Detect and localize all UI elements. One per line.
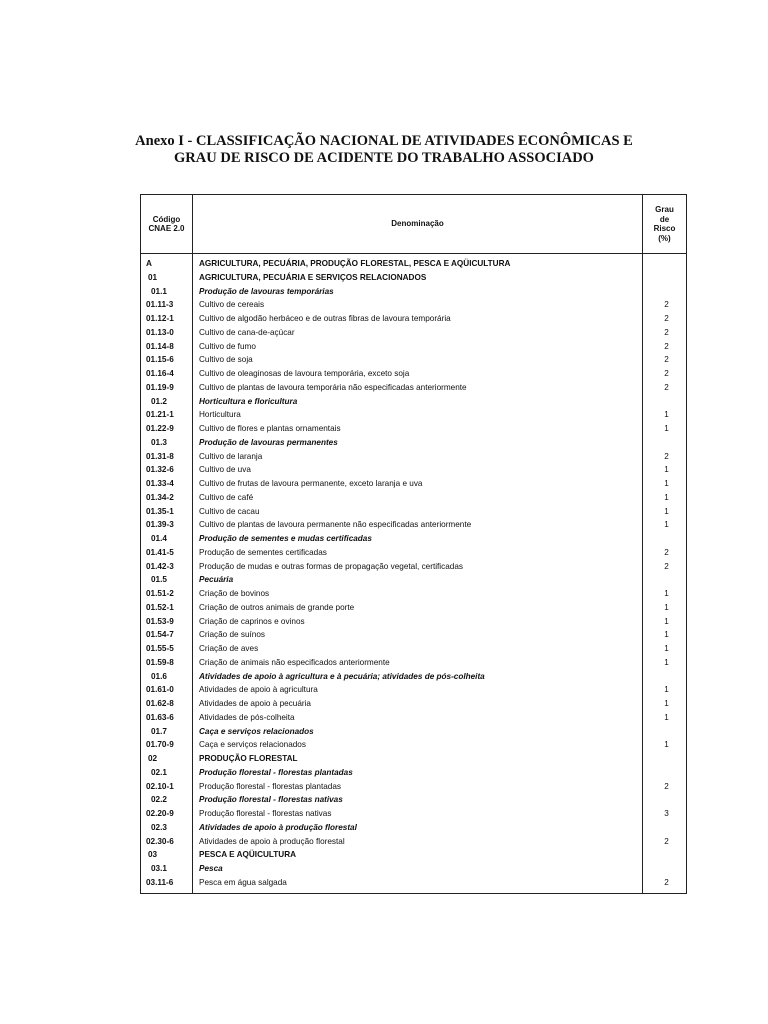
table-row	[141, 807, 687, 821]
cell-denomination: Caça e serviços relacionados	[193, 725, 643, 739]
cell-denomination: Cultivo de fumo	[193, 340, 643, 354]
cell-risk-grade	[643, 752, 687, 766]
cell-risk-grade: 3	[643, 807, 687, 821]
cell-code: 01.55-5	[141, 642, 193, 656]
cell-code: 01.3	[141, 436, 193, 450]
cell-code: 01.4	[141, 532, 193, 546]
cell-denomination: AGRICULTURA, PECUÁRIA E SERVIÇOS RELACIONADOS	[193, 271, 643, 285]
table-row	[141, 752, 687, 766]
cell-code: 01.42-3	[141, 560, 193, 574]
cell-denomination: Cultivo de laranja	[193, 450, 643, 464]
cell-risk-grade: 1	[643, 683, 687, 697]
cell-code: 01.51-2	[141, 587, 193, 601]
cell-code: 02.3	[141, 821, 193, 835]
table-row	[141, 642, 687, 656]
table-row	[141, 725, 687, 739]
cell-risk-grade	[643, 670, 687, 684]
cell-denomination: Cultivo de café	[193, 491, 643, 505]
header-code	[141, 195, 193, 254]
cell-code: 02.20-9	[141, 807, 193, 821]
cell-denomination: Cultivo de cereais	[193, 298, 643, 312]
cell-code: 01.12-1	[141, 312, 193, 326]
cell-risk-grade: 1	[643, 477, 687, 491]
cell-code: 01.13-0	[141, 326, 193, 340]
cell-risk-grade: 1	[643, 601, 687, 615]
cell-code: 02.30-6	[141, 835, 193, 849]
cell-denomination: Atividades de pós-colheita	[193, 711, 643, 725]
cell-risk-grade: 2	[643, 835, 687, 849]
cell-denomination: Produção de lavouras permanentes	[193, 436, 643, 450]
cell-risk-grade	[643, 573, 687, 587]
cell-denomination: Criação de suínos	[193, 628, 643, 642]
cell-code: 01.63-6	[141, 711, 193, 725]
header-grau-line-3: Risco	[653, 224, 676, 233]
table-row	[141, 381, 687, 395]
cell-denomination: Produção de lavouras temporárias	[193, 285, 643, 299]
table-row	[141, 835, 687, 849]
table-row	[141, 477, 687, 491]
cell-code: 01.39-3	[141, 518, 193, 532]
cell-denomination: Pecuária	[193, 573, 643, 587]
cell-denomination: Produção de sementes certificadas	[193, 546, 643, 560]
header-code-line-2: CNAE 2.0	[148, 224, 185, 233]
cell-denomination: Atividades de apoio à agricultura e à pecuária; atividades de pós-colheita	[193, 670, 643, 684]
cell-risk-grade	[643, 793, 687, 807]
cell-risk-grade: 1	[643, 587, 687, 601]
cell-code: 01.31-8	[141, 450, 193, 464]
cell-denomination: Produção florestal - florestas nativas	[193, 807, 643, 821]
cell-denomination: Cultivo de flores e plantas ornamentais	[193, 422, 643, 436]
table-row	[141, 505, 687, 519]
cell-denomination: Horticultura	[193, 408, 643, 422]
cell-denomination: Produção de mudas e outras formas de propagação vegetal, certificadas	[193, 560, 643, 574]
cell-risk-grade: 1	[643, 656, 687, 670]
table-row	[141, 491, 687, 505]
cell-denomination: Cultivo de oleaginosas de lavoura temporária, exceto soja	[193, 367, 643, 381]
cell-code: 01.14-8	[141, 340, 193, 354]
cell-denomination: Criação de bovinos	[193, 587, 643, 601]
cell-risk-grade: 2	[643, 340, 687, 354]
table-row	[141, 271, 687, 285]
table-row	[141, 876, 687, 893]
cell-denomination: Criação de aves	[193, 642, 643, 656]
table-row	[141, 450, 687, 464]
cnae-risk-table	[140, 194, 687, 894]
cell-risk-grade	[643, 848, 687, 862]
cell-denomination: Cultivo de algodão herbáceo e de outras fibras de lavoura temporária	[193, 312, 643, 326]
cell-code: 01.52-1	[141, 601, 193, 615]
table-row	[141, 711, 687, 725]
cell-code: 02	[141, 752, 193, 766]
table-row	[141, 573, 687, 587]
cell-risk-grade: 1	[643, 628, 687, 642]
cell-risk-grade: 1	[643, 463, 687, 477]
cell-risk-grade: 2	[643, 381, 687, 395]
cell-code: 01.59-8	[141, 656, 193, 670]
cell-denomination: PRODUÇÃO FLORESTAL	[193, 752, 643, 766]
header-grau-line-4: (%)	[658, 233, 671, 243]
cell-code: 03	[141, 848, 193, 862]
cell-code: 03.1	[141, 862, 193, 876]
cell-risk-grade	[643, 821, 687, 835]
table-row	[141, 697, 687, 711]
cell-risk-grade	[643, 862, 687, 876]
cell-risk-grade	[643, 254, 687, 271]
cell-denomination: Produção florestal - florestas plantadas	[193, 766, 643, 780]
cell-denomination: Caça e serviços relacionados	[193, 738, 643, 752]
cell-denomination: Pesca em água salgada	[193, 876, 643, 893]
cell-code: 01.5	[141, 573, 193, 587]
table-row	[141, 656, 687, 670]
table-row	[141, 408, 687, 422]
table-row	[141, 546, 687, 560]
cell-code: 01.22-9	[141, 422, 193, 436]
cell-code: 01.32-6	[141, 463, 193, 477]
table-row	[141, 353, 687, 367]
cell-risk-grade: 2	[643, 353, 687, 367]
cell-risk-grade	[643, 395, 687, 409]
header-risk-grade	[643, 195, 687, 254]
cell-risk-grade: 1	[643, 697, 687, 711]
cell-risk-grade	[643, 766, 687, 780]
cell-risk-grade: 2	[643, 298, 687, 312]
table-row	[141, 821, 687, 835]
table-row	[141, 560, 687, 574]
cell-risk-grade: 2	[643, 326, 687, 340]
header-denomination: Denominação	[193, 195, 643, 254]
title-line-1: Anexo I - CLASSIFICAÇÃO NACIONAL DE ATIVIDADES ECONÔMICAS E	[135, 133, 633, 149]
table-row	[141, 738, 687, 752]
cell-denomination: Cultivo de plantas de lavoura temporária não especificadas anteriormente	[193, 381, 643, 395]
cell-denomination: Criação de outros animais de grande porte	[193, 601, 643, 615]
cell-risk-grade: 1	[643, 711, 687, 725]
cell-code: 02.10-1	[141, 780, 193, 794]
table-row	[141, 340, 687, 354]
cell-risk-grade	[643, 285, 687, 299]
table-row	[141, 285, 687, 299]
cell-risk-grade: 1	[643, 491, 687, 505]
cell-risk-grade: 2	[643, 780, 687, 794]
cell-denomination: Atividades de apoio à pecuária	[193, 697, 643, 711]
table-row	[141, 670, 687, 684]
cell-denomination: Criação de caprinos e ovinos	[193, 615, 643, 629]
cell-code: 02.1	[141, 766, 193, 780]
cell-risk-grade: 2	[643, 367, 687, 381]
cell-denomination: Atividades de apoio à agricultura	[193, 683, 643, 697]
cell-code: 01.15-6	[141, 353, 193, 367]
table-body	[141, 254, 687, 894]
cell-code: 01.35-1	[141, 505, 193, 519]
table-row	[141, 587, 687, 601]
cell-risk-grade: 2	[643, 450, 687, 464]
cell-risk-grade	[643, 532, 687, 546]
cell-code: 01.2	[141, 395, 193, 409]
cell-denomination: Pesca	[193, 862, 643, 876]
header-code-line-1: Código	[152, 214, 181, 224]
cell-risk-grade	[643, 271, 687, 285]
cell-risk-grade: 1	[643, 738, 687, 752]
table-row	[141, 422, 687, 436]
cell-code: 02.2	[141, 793, 193, 807]
cell-risk-grade: 1	[643, 518, 687, 532]
table-header-row	[141, 195, 687, 254]
title-line-2: GRAU DE RISCO DE ACIDENTE DO TRABALHO ASSOCIADO	[174, 150, 594, 166]
table-row	[141, 518, 687, 532]
table-row	[141, 862, 687, 876]
cell-denomination: Cultivo de cana-de-açúcar	[193, 326, 643, 340]
table-row	[141, 780, 687, 794]
cell-denomination: PESCA E AQÜICULTURA	[193, 848, 643, 862]
cell-risk-grade: 1	[643, 408, 687, 422]
cell-code: A	[141, 254, 193, 271]
cell-code: 01.70-9	[141, 738, 193, 752]
cell-denomination: Produção florestal - florestas nativas	[193, 793, 643, 807]
table-row	[141, 326, 687, 340]
cell-denomination: Cultivo de soja	[193, 353, 643, 367]
cell-denomination: Produção florestal - florestas plantadas	[193, 780, 643, 794]
cell-code: 01.16-4	[141, 367, 193, 381]
cell-risk-grade: 1	[643, 642, 687, 656]
cell-code: 01	[141, 271, 193, 285]
cell-code: 01.41-5	[141, 546, 193, 560]
cell-code: 01.33-4	[141, 477, 193, 491]
cell-code: 01.6	[141, 670, 193, 684]
cell-denomination: Produção de sementes e mudas certificadas	[193, 532, 643, 546]
cell-code: 01.21-1	[141, 408, 193, 422]
table-row	[141, 793, 687, 807]
table-row	[141, 312, 687, 326]
table-row	[141, 601, 687, 615]
table-row	[141, 683, 687, 697]
table-row	[141, 532, 687, 546]
table-row	[141, 436, 687, 450]
cell-code: 01.61-0	[141, 683, 193, 697]
header-grau-line-2: de	[659, 214, 670, 224]
cell-code: 01.54-7	[141, 628, 193, 642]
cell-denomination: Atividades de apoio à produção florestal	[193, 835, 643, 849]
cell-code: 01.34-2	[141, 491, 193, 505]
table-row	[141, 615, 687, 629]
cell-denomination: Criação de animais não especificados anteriormente	[193, 656, 643, 670]
cell-denomination: Cultivo de cacau	[193, 505, 643, 519]
cell-risk-grade: 2	[643, 546, 687, 560]
table-row	[141, 395, 687, 409]
cell-code: 01.53-9	[141, 615, 193, 629]
table-row	[141, 463, 687, 477]
table-row	[141, 848, 687, 862]
cell-code: 01.62-8	[141, 697, 193, 711]
cell-risk-grade	[643, 725, 687, 739]
cell-risk-grade: 1	[643, 615, 687, 629]
cell-code: 01.1	[141, 285, 193, 299]
table-row	[141, 298, 687, 312]
cell-risk-grade: 2	[643, 560, 687, 574]
table-row	[141, 628, 687, 642]
document-title	[0, 133, 768, 167]
cell-code: 03.11-6	[141, 876, 193, 893]
table-row	[141, 766, 687, 780]
cell-denomination: Cultivo de plantas de lavoura permanente não especificadas anteriormente	[193, 518, 643, 532]
cell-denomination: Cultivo de uva	[193, 463, 643, 477]
cell-risk-grade: 1	[643, 505, 687, 519]
cell-code: 01.11-3	[141, 298, 193, 312]
cell-denomination: AGRICULTURA, PECUÁRIA, PRODUÇÃO FLORESTAL, PESCA E AQÜICULTURA	[193, 254, 643, 271]
cell-denomination: Atividades de apoio à produção florestal	[193, 821, 643, 835]
table-row	[141, 367, 687, 381]
cell-code: 01.7	[141, 725, 193, 739]
header-grau-line-1: Grau	[655, 205, 674, 214]
cell-code: 01.19-9	[141, 381, 193, 395]
cell-risk-grade	[643, 436, 687, 450]
cell-denomination: Horticultura e floricultura	[193, 395, 643, 409]
cell-risk-grade: 1	[643, 422, 687, 436]
cell-risk-grade: 2	[643, 312, 687, 326]
cell-denomination: Cultivo de frutas de lavoura permanente, exceto laranja e uva	[193, 477, 643, 491]
cell-risk-grade: 2	[643, 876, 687, 893]
table-row	[141, 254, 687, 271]
